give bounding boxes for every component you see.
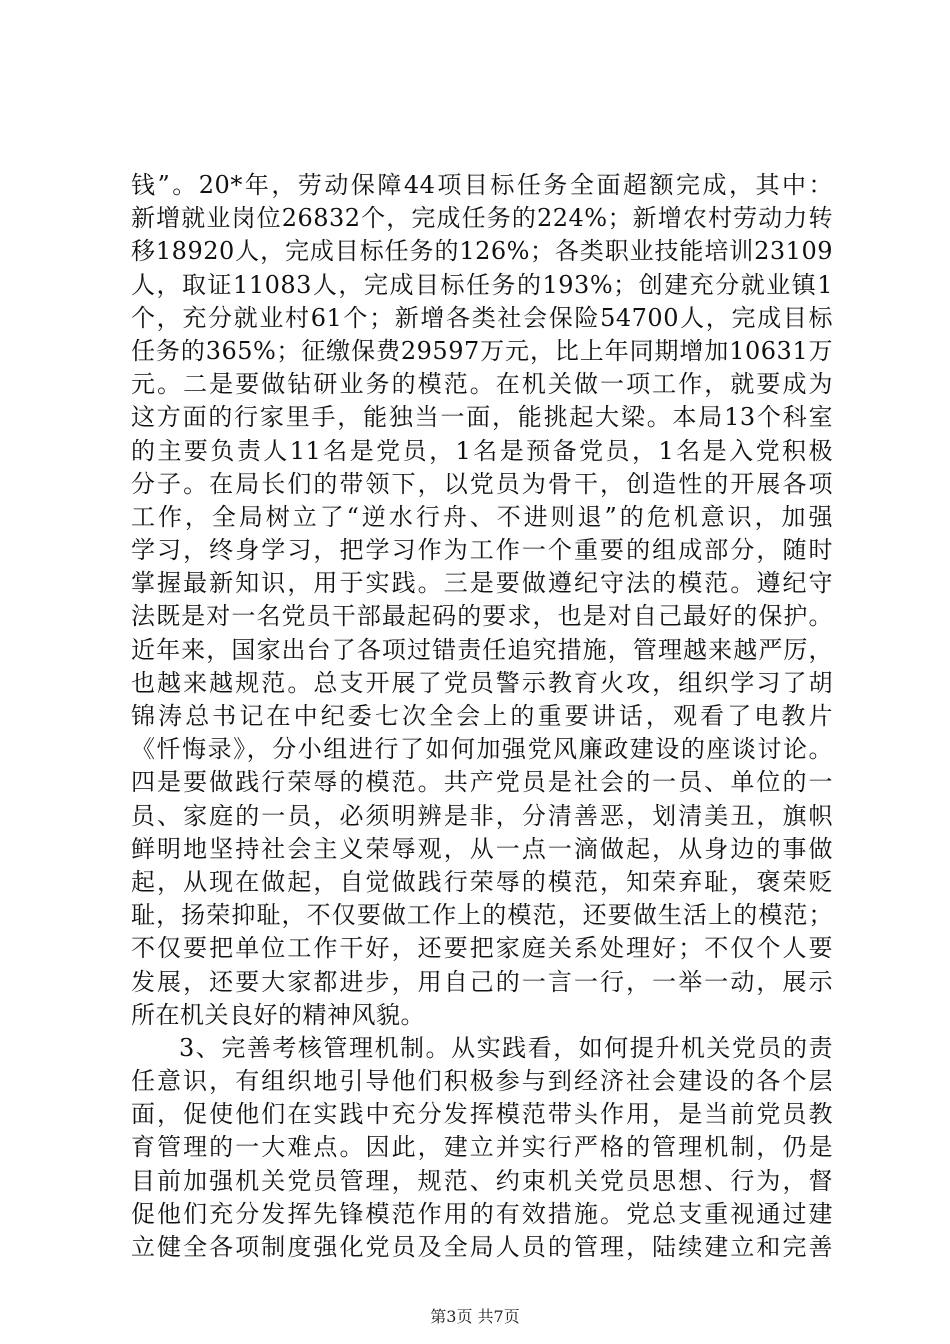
- document-body: [131, 169, 833, 1264]
- text-line: 移18920人，完成目标任务的126%；各类职业技能培训23109: [131, 237, 833, 266]
- text-line: 这方面的行家里手，能独当一面，能挑起大梁。本局13个科室: [131, 403, 833, 432]
- text-line: 法既是对一名党员干部最起码的要求，也是对自己最好的保护。: [131, 602, 833, 631]
- text-line: 分子。在局长们的带领下，以党员为骨干，创造性的开展各项: [131, 469, 833, 498]
- text-line: 学习，终身学习，把学习作为工作一个重要的组成部分，随时: [131, 536, 833, 565]
- text-line: 工作，全局树立了“逆水行舟、不进则退”的危机意识，加强: [131, 502, 833, 531]
- text-line: 不仅要把单位工作干好，还要把家庭关系处理好；不仅个人要: [131, 934, 833, 963]
- text-line: 钱”。20*年，劳动保障44项目标任务全面超额完成，其中：: [131, 171, 833, 199]
- text-line: 新增就业岗位26832个，完成任务的224%；新增农村劳动力转: [131, 204, 833, 233]
- text-line: 《忏悔录》，分小组进行了如何加强党风廉政建设的座谈讨论。: [131, 735, 833, 764]
- text-line: 员、家庭的一员，必须明辨是非，分清善恶，划清美丑，旗帜: [131, 801, 833, 830]
- text-line: 掌握最新知识，用于实践。三是要做遵纪守法的模范。遵纪守: [131, 569, 833, 598]
- text-line: 发展，还要大家都进步，用自己的一言一行，一举一动，展示: [131, 967, 833, 996]
- text-line: 3、完善考核管理机制。从实践看，如何提升机关党员的责: [179, 1033, 833, 1062]
- text-line: 所在机关良好的精神风貌。: [131, 1000, 425, 1029]
- text-line: 面，促使他们在实践中充分发挥模范带头作用，是当前党员教: [131, 1100, 833, 1129]
- text-line: 的主要负责人11名是党员，1名是预备党员，1名是入党积极: [131, 436, 833, 465]
- text-line: 元。二是要做钻研业务的模范。在机关做一项工作，就要成为: [131, 370, 833, 399]
- text-line: 人，取证11083人，完成目标任务的193%；创建充分就业镇1: [131, 270, 833, 299]
- text-line: 近年来，国家出台了各项过错责任追究措施，管理越来越严厉，: [131, 635, 833, 664]
- text-line: 目前加强机关党员管理，规范、约束机关党员思想、行为，督: [131, 1166, 833, 1195]
- text-line: 四是要做践行荣辱的模范。共产党员是社会的一员、单位的一: [131, 768, 833, 797]
- text-line: 起，从现在做起，自觉做践行荣辱的模范，知荣弃耻，褒荣贬: [131, 867, 833, 896]
- text-line: 也越来越规范。总支开展了党员警示教育火攻，组织学习了胡: [131, 668, 833, 697]
- text-line: 育管理的一大难点。因此，建立并实行严格的管理机制，仍是: [131, 1133, 833, 1162]
- text-line: 鲜明地坚持社会主义荣辱观，从一点一滴做起，从身边的事做: [131, 834, 833, 863]
- text-line: 促他们充分发挥先锋模范作用的有效措施。党总支重视通过建: [131, 1199, 833, 1228]
- text-line: 个，充分就业村61个；新增各类社会保险54700人，完成目标: [131, 303, 833, 332]
- text-line: 锦涛总书记在中纪委七次全会上的重要讲话，观看了电教片: [131, 702, 833, 730]
- page-footer: 第3页 共7页: [430, 1307, 520, 1326]
- text-line: 任意识，有组织地引导他们积极参与到经济社会建设的各个层: [131, 1067, 833, 1096]
- text-line: 耻，扬荣抑耻，不仅要做工作上的模范，还要做生活上的模范；: [131, 901, 833, 930]
- text-line: 任务的365%；征缴保费29597万元，比上年同期增加10631万: [131, 336, 833, 365]
- text-line: 立健全各项制度强化党员及全局人员的管理，陆续建立和完善: [131, 1233, 833, 1261]
